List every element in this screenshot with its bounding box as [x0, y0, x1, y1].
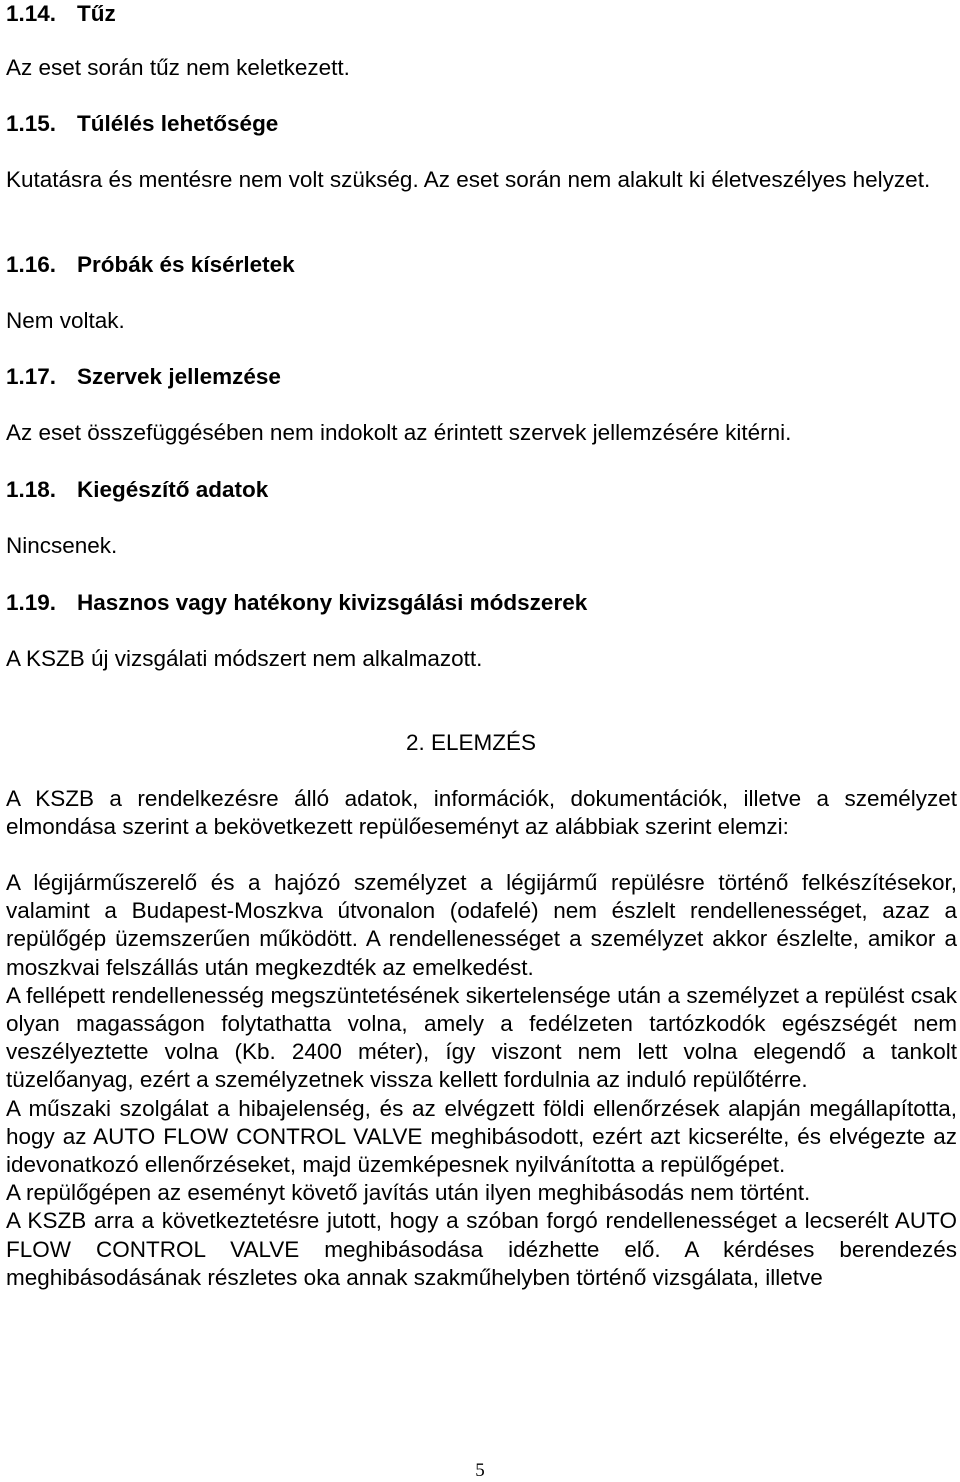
chapter-heading: 2. ELEMZÉS	[406, 730, 537, 755]
section-heading	[6, 589, 587, 616]
section-text: Kutatásra és mentésre nem volt szükség. Az eset során nem alakult ki életveszélyes helyzet.	[6, 167, 931, 192]
analysis-paragraph: A KSZB arra a következtetésre jutott, hogy a szóban forgó rendellenességet a lecserélt AUTO FLOW CONTROL VALVE meghibásodása idézhette elő. A kérdéses berendezés meghibásodásának részletes oka annak szakműhelyben történő vizsgálata, illetve	[6, 1208, 957, 1290]
section-number: 1.18.	[6, 477, 57, 502]
section-text: Nincsenek.	[6, 533, 118, 558]
section-heading	[6, 476, 268, 503]
section-title: Próbák és kísérletek	[77, 252, 295, 277]
section-heading	[6, 110, 278, 137]
section-heading	[6, 363, 281, 390]
section-number: 1.17.	[6, 364, 57, 389]
analysis-paragraph: A légijárműszerelő és a hajózó személyzet a légijármű repülésre történő felkészítésekor, valamint a Budapest-Moszkva útvonalon (odafelé) nem észlelt rendellenességet, azaz a repülőgép üzemszerűen működött. A rendellenességet a személyzet akkor észlelte, amikor a moszkvai felszállás után megkezdték az emelkedést.	[6, 870, 957, 980]
section-text-block	[6, 166, 957, 194]
section-heading	[6, 251, 295, 278]
section-title: Tűz	[77, 1, 116, 26]
section-number: 1.16.	[6, 252, 57, 277]
section-text: Az eset összefüggésében nem indokolt az érintett szervek jellemzésére kitérni.	[6, 420, 792, 445]
section-text: Az eset során tűz nem keletkezett.	[6, 55, 350, 80]
section-title: Hasznos vagy hatékony kivizsgálási módszerek	[77, 590, 588, 615]
page-number: 5	[475, 1460, 485, 1481]
analysis-paragraph: A repülőgépen az eseményt követő javítás után ilyen meghibásodás nem történt.	[6, 1180, 811, 1206]
section-text: Nem voltak.	[6, 308, 125, 333]
analysis-intro: A KSZB a rendelkezésre álló adatok, információk, dokumentációk, illetve a személyzet elmondása szerint a bekövetkezett repülőeseményt az alábbiak szerint elemzi:	[6, 786, 957, 840]
section-number: 1.19.	[6, 590, 57, 615]
analysis-intro-block	[6, 785, 957, 841]
section-number: 1.14.	[6, 1, 57, 26]
section-heading	[6, 0, 116, 27]
analysis-paragraph: A műszaki szolgálat a hibajelenség, és az elvégzett földi ellenőrzések alapján megállapította, hogy az AUTO FLOW CONTROL VALVE meghibásodott, ezért azt kicserélte, és elvégezte az idevonatkozó ellenőrzéseket, majd üzemképesnek nyilvánította a repülőgépet.	[6, 1095, 957, 1178]
section-title: Kiegészítő adatok	[77, 477, 269, 502]
section-title: Túlélés lehetősége	[77, 111, 279, 136]
section-title: Szervek jellemzése	[77, 364, 281, 389]
section-number: 1.15.	[6, 111, 57, 136]
analysis-paragraph: A fellépett rendellenesség megszüntetésének sikertelensége után a személyzet a repülést csak olyan magasságon folytathatta volna, amely a fedélzeten tartózkodók egészségét nem veszélyeztette volna (Kb. 2400 méter), így viszont nem lett volna elegendő a tankolt tüzelőanyag, ezért a személyzetnek vissza kellett fordulnia az induló repülőtérre.	[6, 982, 957, 1093]
analysis-body	[6, 869, 957, 1292]
section-text: A KSZB új vizsgálati módszert nem alkalmazott.	[6, 646, 483, 671]
